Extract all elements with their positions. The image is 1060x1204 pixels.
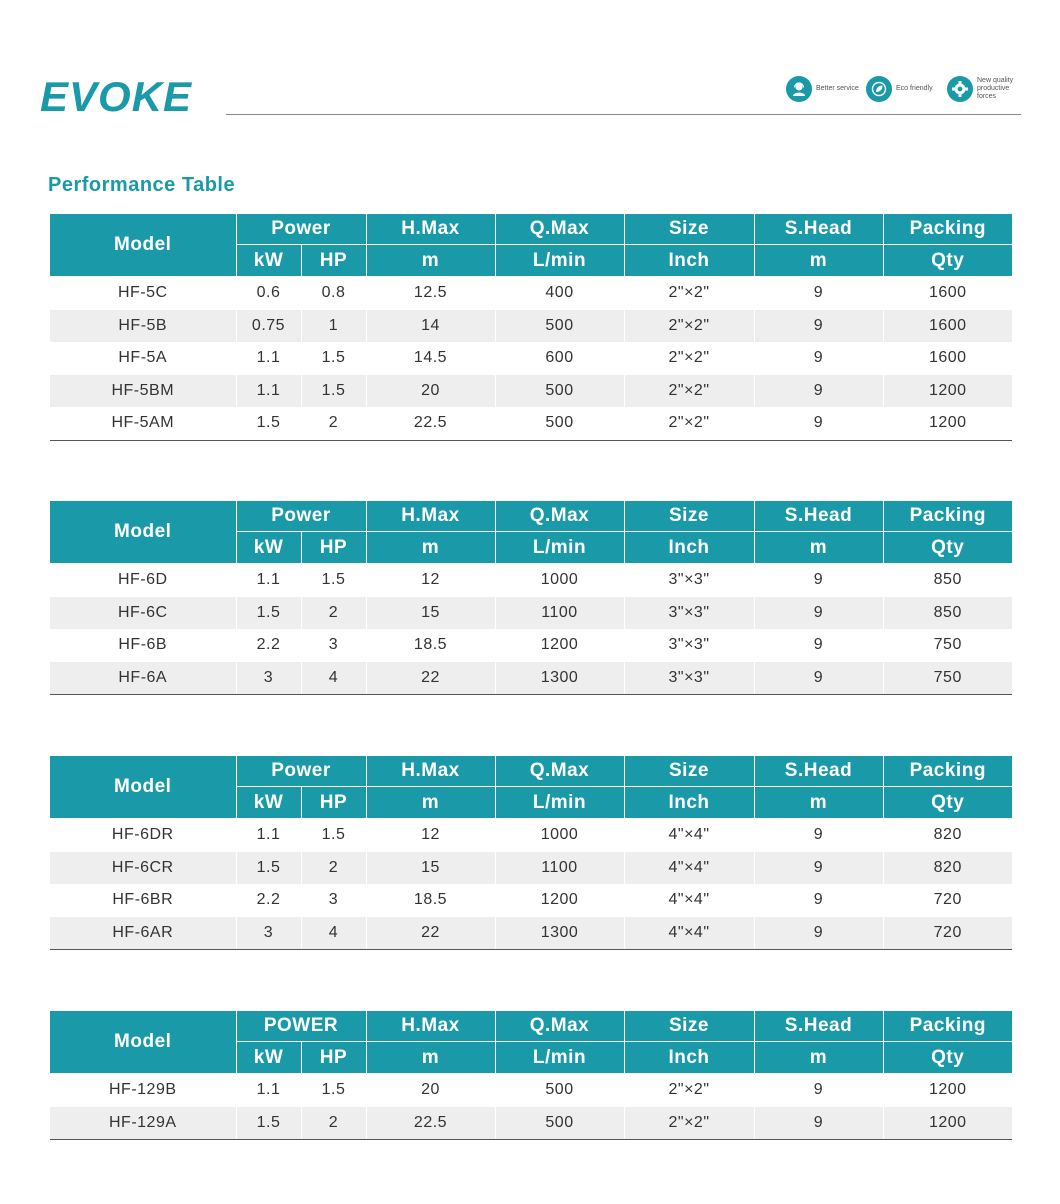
cell-hmax: 14.5: [366, 342, 495, 375]
cell-qmax: 1300: [495, 917, 624, 950]
cell-shead: 9: [754, 917, 883, 950]
table-row: [50, 342, 1012, 375]
cell-packing: 850: [883, 564, 1012, 597]
cell-shead: 9: [754, 342, 883, 375]
customer-service-icon: [786, 76, 812, 102]
cell-qmax: 1200: [495, 629, 624, 662]
evoke-logo: EVOKE: [40, 73, 193, 120]
section-title: Performance Table: [48, 174, 236, 196]
cell-model: HF-5AM: [50, 407, 236, 440]
cell-hmax: 15: [366, 597, 495, 630]
header-model: Model: [50, 1011, 236, 1074]
cell-qmax: 1100: [495, 852, 624, 885]
cell-kw: 1.1: [236, 819, 301, 852]
cell-qmax: 1000: [495, 564, 624, 597]
header-hmax-unit: m: [366, 245, 495, 277]
cell-qmax: 400: [495, 277, 624, 310]
cell-model: HF-129B: [108, 1081, 177, 1099]
cell-shead: 9: [754, 407, 883, 440]
badge-new-quality: [947, 76, 1029, 102]
table-row: [50, 375, 1012, 408]
cell-model: HF-6B: [118, 636, 168, 654]
cell-shead: 9: [754, 662, 883, 695]
header-shead-unit: m: [754, 532, 883, 564]
cell-hmax: 22: [366, 917, 495, 950]
cell-hp: 3: [301, 629, 366, 662]
header-model: Model: [50, 756, 236, 819]
header-packing-unit: Qty: [883, 245, 1012, 277]
header-shead-unit: m: [754, 1042, 883, 1074]
cell-kw: 2.2: [236, 884, 301, 917]
cell-size: 2"×2": [624, 375, 754, 408]
cell-shead: 9: [754, 629, 883, 662]
cell-qmax: 500: [495, 1107, 624, 1140]
cell-hmax: 12.5: [366, 277, 495, 310]
header-hp: HP: [301, 787, 366, 819]
performance-table: [50, 214, 1012, 441]
cell-hp: 1.5: [301, 819, 366, 852]
cell-hmax: 20: [366, 1074, 495, 1107]
header-shead: S.Head: [754, 501, 883, 532]
cell-kw: 2.2: [236, 629, 301, 662]
cell-size: 3"×3": [624, 662, 754, 695]
table-row: [50, 597, 1012, 630]
header-divider: [226, 114, 1021, 115]
table-row: [50, 852, 1012, 885]
cell-size: 2"×2": [624, 1074, 754, 1107]
badge-eco-friendly: [866, 76, 948, 102]
header-qmax-unit: L/min: [495, 245, 624, 277]
header-qmax-unit: L/min: [495, 532, 624, 564]
cell-model: HF-6A: [50, 662, 236, 695]
badge-text: Eco friendly: [896, 85, 933, 92]
cell-size: 2"×2": [624, 310, 754, 343]
cell-hp: 3: [301, 884, 366, 917]
cell-hmax: 22: [366, 662, 495, 695]
cell-hmax: 14: [366, 310, 495, 343]
header-model: Model: [50, 501, 236, 564]
cell-size: 4"×4": [624, 819, 754, 852]
cell-packing: 720: [883, 917, 1012, 950]
cell-shead: 9: [754, 597, 883, 630]
cell-qmax: 500: [495, 407, 624, 440]
cell-hp: 2: [301, 1107, 366, 1140]
cell-model: HF-129A: [50, 1107, 236, 1140]
cell-kw: 1.5: [236, 1107, 301, 1140]
table-row: [50, 310, 1012, 343]
header-model: Model: [50, 214, 236, 277]
cell-size: 3"×3": [624, 564, 754, 597]
header-qmax-unit: L/min: [495, 787, 624, 819]
header-packing: Packing: [883, 1011, 1012, 1042]
cell-qmax: 1100: [495, 597, 624, 630]
header-size-unit: Inch: [624, 1042, 754, 1074]
header-hmax-unit: m: [366, 532, 495, 564]
header-packing-unit: Qty: [883, 1042, 1012, 1074]
header-qmax-unit: L/min: [495, 1042, 624, 1074]
cell-model: HF-6AR: [50, 917, 236, 950]
header-hmax-unit: m: [366, 787, 495, 819]
cell-kw: 1.1: [236, 1074, 301, 1107]
cell-model: HF-5A: [118, 349, 168, 367]
table-row: [50, 277, 1012, 310]
cell-model: HF-5C: [117, 284, 168, 302]
header-power: POWER: [236, 1011, 366, 1042]
table-row: [50, 662, 1012, 695]
cell-kw: 1.1: [236, 375, 301, 408]
header-power: Power: [236, 756, 366, 787]
header-power: Power: [236, 501, 366, 532]
header-qmax: Q.Max: [495, 756, 624, 787]
table-row: [50, 819, 1012, 852]
header-hp: HP: [301, 1042, 366, 1074]
header-hp: HP: [301, 245, 366, 277]
cell-qmax: 500: [495, 1074, 624, 1107]
cell-qmax: 500: [495, 310, 624, 343]
cell-hmax: 18.5: [366, 884, 495, 917]
cell-packing: 1600: [883, 277, 1012, 310]
cell-kw: 1.1: [236, 564, 301, 597]
brand-badges: [786, 76, 1026, 108]
cell-kw: 1.5: [236, 597, 301, 630]
header-hmax: H.Max: [366, 1011, 495, 1042]
cell-packing: 1200: [883, 1107, 1012, 1140]
table-row: [50, 1107, 1012, 1140]
header-hmax: H.Max: [366, 214, 495, 245]
cell-packing: 1200: [883, 1074, 1012, 1107]
cell-hmax: 12: [366, 564, 495, 597]
cell-hmax: 22.5: [366, 407, 495, 440]
cell-qmax: 1200: [495, 884, 624, 917]
header-qmax: Q.Max: [495, 214, 624, 245]
header-kw: kW: [236, 787, 301, 819]
table-row: [50, 629, 1012, 662]
badge-text: New quality productive forces: [977, 77, 1014, 100]
cell-hmax: 18.5: [366, 629, 495, 662]
header-packing: Packing: [883, 756, 1012, 787]
performance-table: [50, 1011, 1012, 1140]
cell-kw: 1.1: [236, 342, 301, 375]
cell-packing: 750: [883, 662, 1012, 695]
cell-model: HF-6CR: [50, 852, 236, 885]
cell-size: 4"×4": [624, 917, 754, 950]
cell-packing: 720: [883, 884, 1012, 917]
table-row: [50, 564, 1012, 597]
header-size: Size: [624, 214, 754, 245]
cell-model: HF-6DR: [111, 826, 174, 844]
cell-qmax: 500: [495, 375, 624, 408]
header-shead: S.Head: [754, 1011, 883, 1042]
cell-kw: 3: [236, 662, 301, 695]
cell-packing: 1600: [883, 342, 1012, 375]
header-hmax: H.Max: [366, 501, 495, 532]
cell-hp: 2: [301, 597, 366, 630]
table-row: [50, 917, 1012, 950]
cell-qmax: 600: [495, 342, 624, 375]
cell-size: 2"×2": [624, 1107, 754, 1140]
header-shead: S.Head: [754, 756, 883, 787]
cell-hp: 2: [301, 407, 366, 440]
cell-kw: 1.5: [236, 852, 301, 885]
cell-shead: 9: [754, 277, 883, 310]
header-qmax: Q.Max: [495, 501, 624, 532]
cell-hmax: 20: [366, 375, 495, 408]
header-hmax-unit: m: [366, 1042, 495, 1074]
cell-hp: 1.5: [301, 342, 366, 375]
cell-shead: 9: [754, 564, 883, 597]
cell-model: HF-5BM: [50, 375, 236, 408]
cell-shead: 9: [754, 884, 883, 917]
header-kw: kW: [236, 1042, 301, 1074]
cell-hmax: 15: [366, 852, 495, 885]
header-shead: S.Head: [754, 214, 883, 245]
gear-icon: [947, 76, 973, 102]
cell-size: 2"×2": [624, 277, 754, 310]
header-size: Size: [624, 1011, 754, 1042]
cell-packing: 850: [883, 597, 1012, 630]
cell-packing: 820: [883, 852, 1012, 885]
cell-hmax: 12: [366, 819, 495, 852]
cell-kw: 0.75: [236, 310, 301, 343]
cell-packing: 1600: [883, 310, 1012, 343]
cell-size: 4"×4": [624, 852, 754, 885]
performance-table: [50, 501, 1012, 695]
cell-kw: 0.6: [236, 277, 301, 310]
cell-hp: 4: [301, 662, 366, 695]
cell-hp: 2: [301, 852, 366, 885]
cell-shead: 9: [754, 375, 883, 408]
header-size-unit: Inch: [624, 245, 754, 277]
cell-model: HF-6C: [50, 597, 236, 630]
cell-model: HF-6D: [117, 571, 168, 589]
header-qmax: Q.Max: [495, 1011, 624, 1042]
cell-packing: 820: [883, 819, 1012, 852]
header-shead-unit: m: [754, 245, 883, 277]
table-row: [50, 884, 1012, 917]
header-size-unit: Inch: [624, 787, 754, 819]
cell-qmax: 1000: [495, 819, 624, 852]
cell-model: HF-6BR: [112, 891, 174, 909]
header-hp: HP: [301, 532, 366, 564]
header-size-unit: Inch: [624, 532, 754, 564]
header-size: Size: [624, 756, 754, 787]
cell-hp: 1: [301, 310, 366, 343]
header-shead-unit: m: [754, 787, 883, 819]
table-row: [50, 1074, 1012, 1107]
header-power: Power: [236, 214, 366, 245]
badge-better-service: [786, 76, 868, 102]
eco-leaf-icon: [866, 76, 892, 102]
cell-size: 3"×3": [624, 629, 754, 662]
cell-qmax: 1300: [495, 662, 624, 695]
header-hmax: H.Max: [366, 756, 495, 787]
cell-shead: 9: [754, 1074, 883, 1107]
cell-shead: 9: [754, 1107, 883, 1140]
cell-hp: 1.5: [301, 375, 366, 408]
cell-size: 2"×2": [624, 342, 754, 375]
cell-size: 3"×3": [624, 597, 754, 630]
cell-hp: 1.5: [301, 1074, 366, 1107]
header-packing-unit: Qty: [883, 532, 1012, 564]
badge-text: Better service: [816, 85, 859, 92]
cell-packing: 1200: [883, 375, 1012, 408]
cell-hp: 0.8: [301, 277, 366, 310]
cell-model: HF-5B: [50, 310, 236, 343]
cell-size: 4"×4": [624, 884, 754, 917]
cell-hmax: 22.5: [366, 1107, 495, 1140]
header-packing-unit: Qty: [883, 787, 1012, 819]
cell-size: 2"×2": [624, 407, 754, 440]
header-kw: kW: [236, 245, 301, 277]
table-row: [50, 407, 1012, 440]
cell-shead: 9: [754, 819, 883, 852]
cell-hp: 1.5: [301, 564, 366, 597]
cell-kw: 3: [236, 917, 301, 950]
cell-shead: 9: [754, 852, 883, 885]
cell-hp: 4: [301, 917, 366, 950]
header-size: Size: [624, 501, 754, 532]
cell-packing: 1200: [883, 407, 1012, 440]
cell-kw: 1.5: [236, 407, 301, 440]
cell-packing: 750: [883, 629, 1012, 662]
header-kw: kW: [236, 532, 301, 564]
cell-shead: 9: [754, 310, 883, 343]
header-packing: Packing: [883, 214, 1012, 245]
header-packing: Packing: [883, 501, 1012, 532]
performance-table: [50, 756, 1012, 950]
